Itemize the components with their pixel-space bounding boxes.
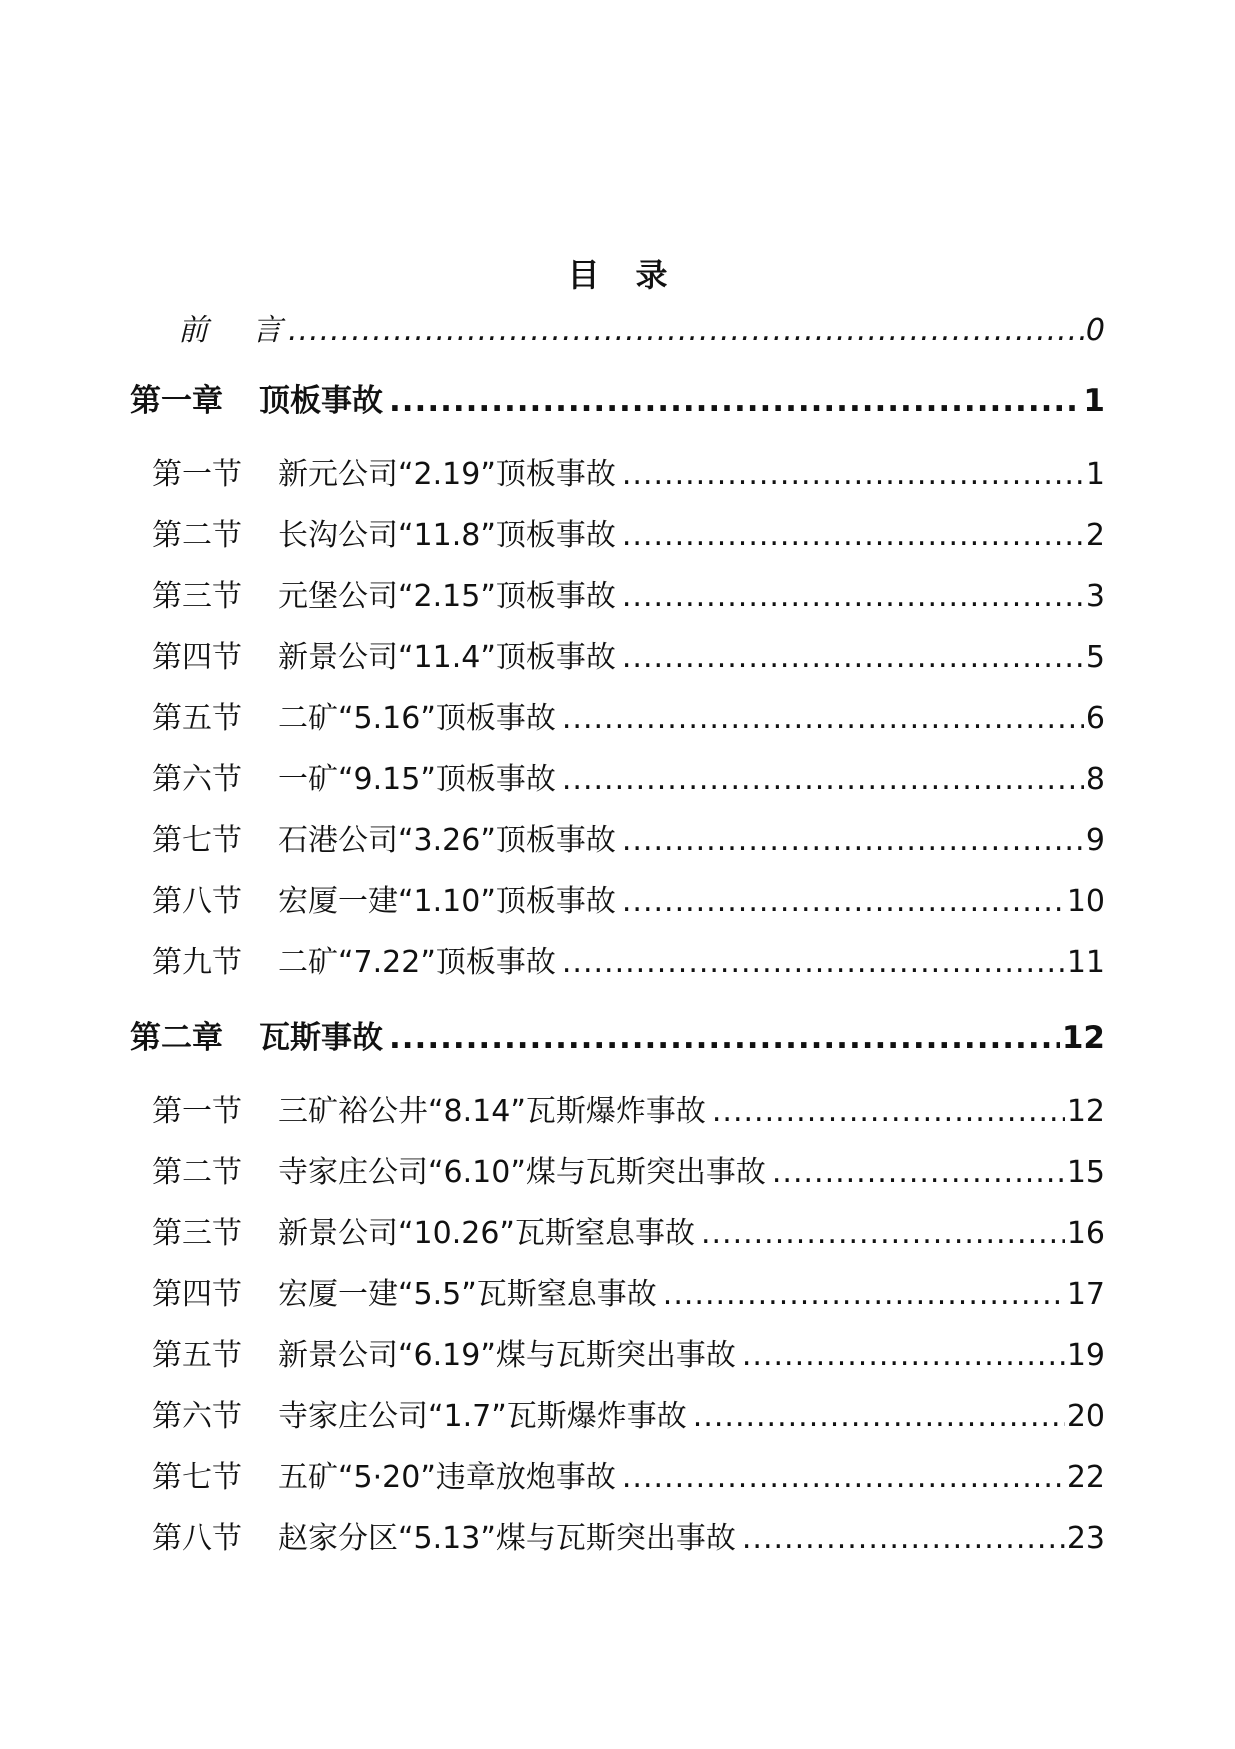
- section-title: 二矿“7.22”顶板事故: [278, 945, 556, 980]
- section-number: 第四节: [152, 1277, 242, 1312]
- dot-leader: [622, 884, 1065, 919]
- preface-label: [178, 305, 282, 349]
- page-number: 1: [1083, 383, 1105, 419]
- section-title: 石港公司“3.26”顶板事故: [278, 823, 616, 858]
- section-number: 第三节: [152, 1216, 242, 1251]
- toc-entry-section[interactable]: [130, 1391, 1105, 1452]
- section-number: 第七节: [152, 823, 242, 858]
- dot-leader: [622, 1460, 1065, 1495]
- dot-leader: [712, 1094, 1065, 1129]
- dot-leader: [288, 313, 1084, 348]
- section-title: 新景公司“10.26”瓦斯窒息事故: [278, 1216, 695, 1251]
- toc-entry-section[interactable]: [130, 693, 1105, 754]
- toc-entry-section[interactable]: [130, 815, 1105, 876]
- dot-leader: [742, 1521, 1065, 1556]
- toc-entry-section[interactable]: [130, 1208, 1105, 1269]
- page-number: 1: [1085, 457, 1105, 492]
- section-number: 第五节: [152, 1338, 242, 1373]
- dot-leader: [622, 640, 1084, 675]
- chapter-label: [130, 1012, 383, 1057]
- page-number: 10: [1066, 884, 1105, 919]
- section-label: [152, 1086, 706, 1130]
- section-label: [152, 1269, 657, 1313]
- dot-leader: [622, 579, 1084, 614]
- toc-entry-section[interactable]: [130, 510, 1105, 571]
- toc-entry-section[interactable]: [130, 754, 1105, 815]
- section-number: 第二节: [152, 1155, 242, 1190]
- toc-entry-section[interactable]: [130, 1452, 1105, 1513]
- dot-leader: [562, 945, 1065, 980]
- page-number: 9: [1085, 823, 1105, 858]
- page-number: 16: [1066, 1216, 1105, 1251]
- section-number: 第六节: [152, 762, 242, 797]
- section-label: [152, 571, 616, 615]
- toc-entry-section[interactable]: [130, 876, 1105, 937]
- section-number: 第一节: [152, 457, 242, 492]
- dot-leader: [701, 1216, 1065, 1251]
- toc-entry-chapter[interactable]: [130, 1012, 1105, 1072]
- section-number: 第七节: [152, 1460, 242, 1495]
- section-label: [152, 754, 556, 798]
- dot-leader: [622, 457, 1084, 492]
- preface-label-right: 言: [252, 313, 282, 348]
- section-number: 第四节: [152, 640, 242, 675]
- page-number: 8: [1085, 762, 1105, 797]
- page-number: 12: [1066, 1094, 1105, 1129]
- dot-leader: [389, 383, 1081, 419]
- section-label: [152, 1391, 687, 1435]
- page-number: 23: [1066, 1521, 1105, 1556]
- page-number: 22: [1066, 1460, 1105, 1495]
- page-number: 15: [1066, 1155, 1105, 1190]
- toc-entry-section[interactable]: [130, 1513, 1105, 1574]
- section-label: [152, 1147, 766, 1191]
- section-label: [152, 510, 616, 554]
- section-title: 宏厦一建“5.5”瓦斯窒息事故: [278, 1277, 657, 1312]
- page-number: 11: [1066, 945, 1105, 980]
- section-label: [152, 876, 616, 920]
- toc-entry-section[interactable]: [130, 1147, 1105, 1208]
- section-label: [152, 1330, 736, 1374]
- page-number: 0: [1085, 313, 1105, 348]
- chapter-number: 第二章: [130, 1020, 223, 1056]
- section-label: [152, 815, 616, 859]
- section-label: [152, 449, 616, 493]
- section-title: 新元公司“2.19”顶板事故: [278, 457, 616, 492]
- page-number: 6: [1085, 701, 1105, 736]
- page-number: 19: [1066, 1338, 1105, 1373]
- toc-title-left: 目: [567, 256, 600, 294]
- section-title: 新景公司“6.19”煤与瓦斯突出事故: [278, 1338, 736, 1373]
- toc-entry-chapter[interactable]: [130, 375, 1105, 435]
- section-number: 第二节: [152, 518, 242, 553]
- toc-entry-section[interactable]: [130, 1086, 1105, 1147]
- section-label: [152, 937, 556, 981]
- toc-title-right: 录: [635, 256, 668, 294]
- page-number: 5: [1085, 640, 1105, 675]
- section-title: 五矿“5·20”违章放炮事故: [278, 1460, 616, 1495]
- section-number: 第九节: [152, 945, 242, 980]
- section-title: 三矿裕公井“8.14”瓦斯爆炸事故: [278, 1094, 706, 1129]
- toc-entry-section[interactable]: [130, 1330, 1105, 1391]
- section-number: 第八节: [152, 1521, 242, 1556]
- section-label: [152, 1513, 736, 1557]
- section-title: 寺家庄公司“6.10”煤与瓦斯突出事故: [278, 1155, 766, 1190]
- section-title: 新景公司“11.4”顶板事故: [278, 640, 616, 675]
- chapter-title: 顶板事故: [259, 383, 383, 419]
- toc-entry-section[interactable]: [130, 449, 1105, 510]
- section-title: 元堡公司“2.15”顶板事故: [278, 579, 616, 614]
- dot-leader: [772, 1155, 1065, 1190]
- section-label: [152, 693, 556, 737]
- section-title: 赵家分区“5.13”煤与瓦斯突出事故: [278, 1521, 736, 1556]
- dot-leader: [663, 1277, 1065, 1312]
- section-label: [152, 632, 616, 676]
- section-title: 寺家庄公司“1.7”瓦斯爆炸事故: [278, 1399, 687, 1434]
- toc-entry-section[interactable]: [130, 937, 1105, 998]
- section-title: 宏厦一建“1.10”顶板事故: [278, 884, 616, 919]
- chapter-label: [130, 375, 383, 420]
- dot-leader: [622, 823, 1084, 858]
- page-number: 2: [1085, 518, 1105, 553]
- dot-leader: [562, 762, 1084, 797]
- page-number: 3: [1085, 579, 1105, 614]
- section-title: 长沟公司“11.8”顶板事故: [278, 518, 616, 553]
- page-number: 12: [1061, 1020, 1105, 1056]
- section-label: [152, 1452, 616, 1496]
- dot-leader: [622, 518, 1084, 553]
- dot-leader: [389, 1020, 1060, 1056]
- chapter-number: 第一章: [130, 383, 223, 419]
- toc-entry-section[interactable]: [130, 632, 1105, 693]
- section-number: 第一节: [152, 1094, 242, 1129]
- page-number: 17: [1066, 1277, 1105, 1312]
- chapter-title: 瓦斯事故: [259, 1020, 383, 1056]
- toc-entry-preface[interactable]: [130, 305, 1105, 361]
- section-number: 第八节: [152, 884, 242, 919]
- section-number: 第六节: [152, 1399, 242, 1434]
- dot-leader: [742, 1338, 1065, 1373]
- page-number: 20: [1066, 1399, 1105, 1434]
- dot-leader: [693, 1399, 1065, 1434]
- toc-entry-section[interactable]: [130, 571, 1105, 632]
- toc-title: [0, 250, 1235, 296]
- preface-label-left: 前: [178, 313, 208, 348]
- table-of-contents: [130, 305, 1105, 1574]
- section-number: 第五节: [152, 701, 242, 736]
- section-label: [152, 1208, 695, 1252]
- dot-leader: [562, 701, 1084, 736]
- section-title: 一矿“9.15”顶板事故: [278, 762, 556, 797]
- toc-entry-section[interactable]: [130, 1269, 1105, 1330]
- section-title: 二矿“5.16”顶板事故: [278, 701, 556, 736]
- section-number: 第三节: [152, 579, 242, 614]
